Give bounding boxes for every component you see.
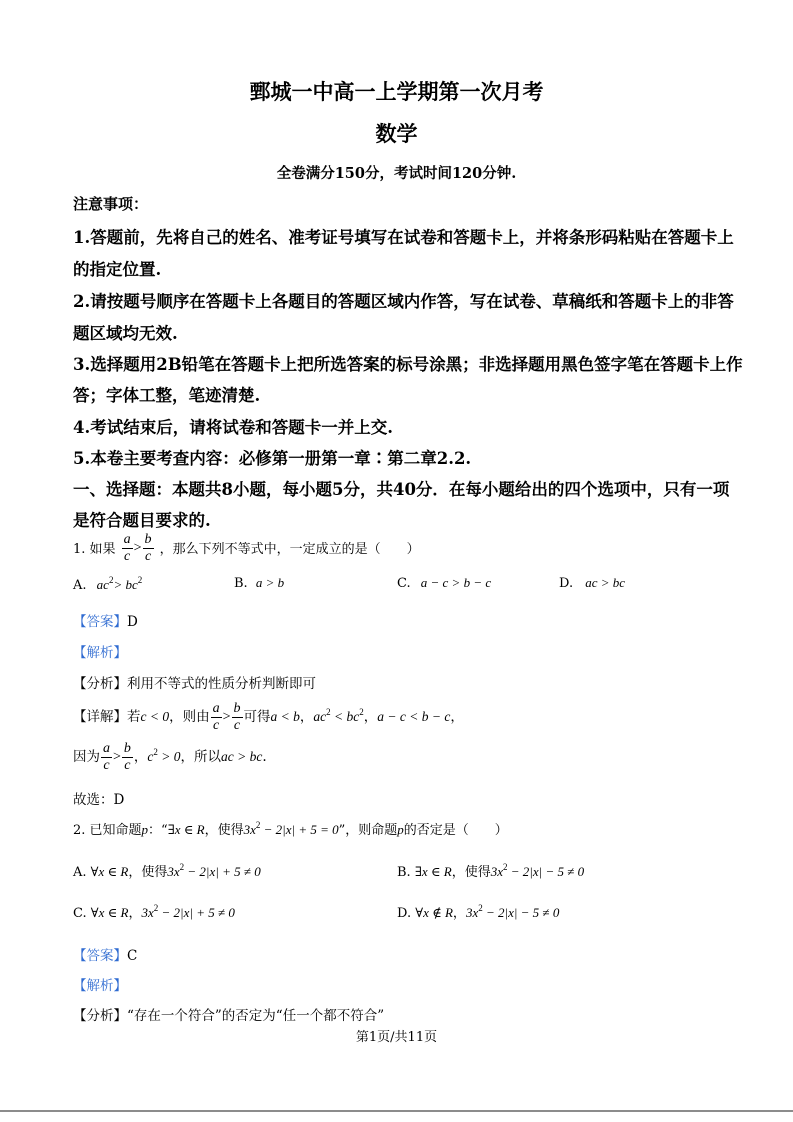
q1-choose: 故选：D: [73, 792, 125, 808]
exam-title: 鄄城一中高一上学期第一次月考: [249, 79, 544, 104]
notice-heading: 注意事项：: [73, 195, 149, 213]
notice-line-5: 3.选择题用2B铅笔在答题卡上把所选答案的标号涂黑；非选择题用黑色签字笔在答题卡上作: [73, 355, 743, 374]
section-heading-line-1: 一、选择题：本题共8小题，每小题5分，共40分．在每小题给出的四个选项中，只有一项: [73, 480, 730, 499]
q2-option-c: C. ∀x ∈ R，$3x^2 - 2|x| + 5 \ne 0$: [73, 903, 235, 921]
q2-answer: 【答案】C: [73, 948, 138, 964]
q1-because: 因为 $\frac{a}{c}$ > $\frac{b}{c}$ ，$c^2 > 0$，所以ac > bc.: [73, 741, 267, 773]
q1-option-b: B. a > b: [234, 575, 285, 591]
notice-line-4: 题区域均无效.: [73, 324, 178, 343]
subject-title: 数学: [375, 121, 418, 146]
notice-line-1: 1.答题前，先将自己的姓名、准考证号填写在试卷和答题卡上，并将条形码粘贴在答题卡上: [73, 228, 734, 247]
fenxi-tag: 【分析】: [73, 676, 127, 692]
q2-fenxi: 【分析】“存在一个符合”的否定为“任一个都不符合”: [73, 1008, 385, 1024]
q1-option-a: A. $ac^2> bc^2$: [73, 575, 143, 593]
q1-fenxi: 【分析】利用不等式的性质分析判断即可: [73, 676, 316, 692]
notice-line-7: 4.考试结束后，请将试卷和答题卡一并上交.: [73, 418, 393, 437]
section-heading-line-2: 是符合题目要求的.: [73, 511, 211, 530]
q2-stem: 2. 已知命题p：“∃x ∈ R，使得$3x^2 - 2|x| + 5 = 0$”，则命题p的否定是（ ）: [73, 820, 508, 838]
q1-fraction-b-over-c: $\frac{b}{c}$: [144, 532, 152, 564]
exam-info: 全卷满分150分，考试时间120分钟.: [276, 165, 517, 182]
notice-line-6: 答；字体工整，笔迹清楚.: [73, 386, 261, 405]
q1-suffix: ，那么下列不等式中，一定成立的是（ ）: [159, 542, 420, 557]
q2-option-d: D. ∀x ∉ R，$3x^2 - 2|x| - 5 \ne 0$: [397, 903, 560, 921]
q1-answer: 【答案】D: [73, 614, 138, 630]
detail-tag: 【详解】: [73, 709, 127, 725]
answer-tag: 【答案】: [73, 614, 127, 630]
q1-stem: [73, 533, 420, 564]
q2-option-a: A. ∀x ∈ R，使得$3x^2 - 2|x| + 5 \ne 0$: [73, 862, 261, 880]
q1-greater-sign: >: [133, 540, 142, 556]
notice-line-2: 的指定位置.: [73, 260, 162, 279]
q1-fraction-a-over-c: $\frac{a}{c}$: [123, 532, 131, 564]
bottom-rule: [0, 1110, 793, 1112]
page-number: 第1页/共11页: [355, 1030, 438, 1045]
notice-line-8: 5.本卷主要考查内容：必修第一册第一章∶第二章2.2.: [73, 449, 472, 468]
q1-prefix: 1. 如果: [73, 542, 116, 557]
q1-option-c: C. a − c > b − c: [397, 575, 492, 591]
q2-analysis-tag: 【解析】: [73, 978, 127, 994]
q1-detail: 【详解】若c < 0，则由 $\frac{a}{c}$ > $\frac{b}{c}$ 可得a < b，$ac^2 < bc^2$，a − c < b − c，: [73, 701, 464, 733]
q1-option-d: D. ac > bc: [559, 575, 626, 591]
notice-line-3: 2.请按题号顺序在答题卡上各题目的答题区域内作答，写在试卷、草稿纸和答题卡上的非答: [73, 292, 734, 311]
q1-analysis-tag: 【解析】: [73, 645, 127, 661]
q2-option-b: B. ∃x ∈ R，使得$3x^2 - 2|x| - 5 \ne 0$: [397, 862, 585, 880]
